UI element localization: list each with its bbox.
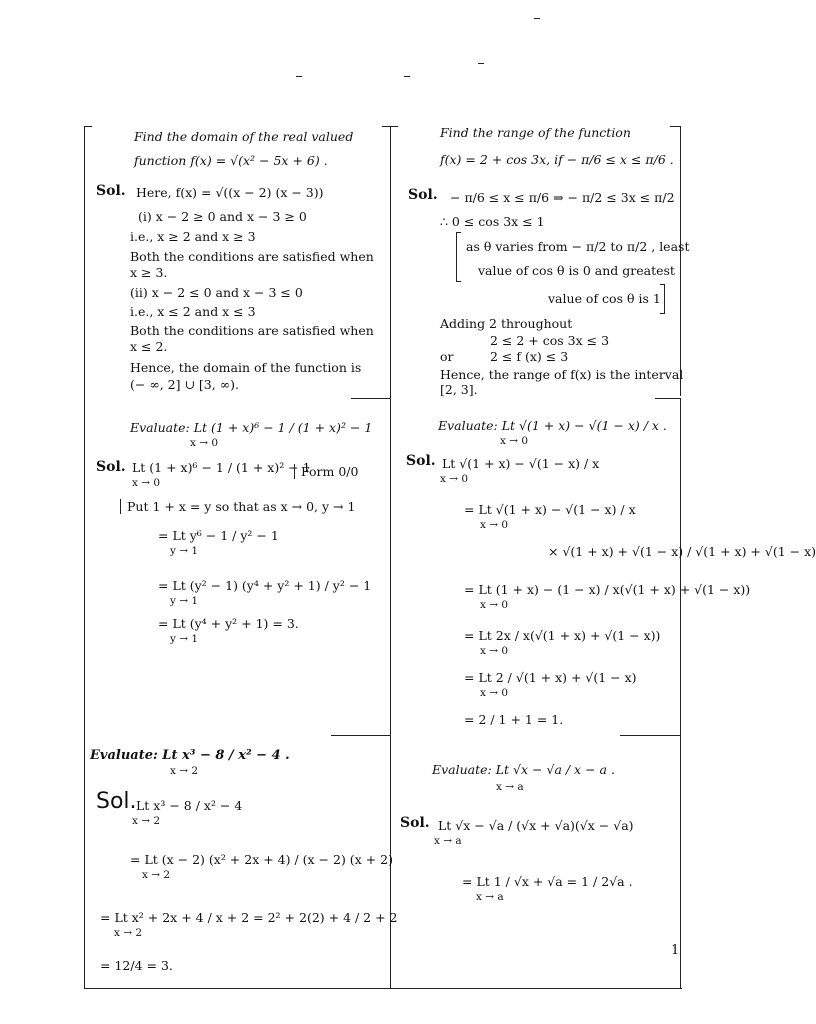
top-dash-4 [404, 76, 410, 77]
note-bracket-left [456, 232, 461, 282]
panel-domain-problem [92, 126, 388, 396]
step-1-sub: y → 1 [170, 545, 199, 557]
note-bracket-right [660, 284, 665, 314]
sol-line-5b: 2 ≤ f (x) ≤ 3 [490, 349, 569, 364]
question-line-1: Find the range of the function [440, 125, 631, 140]
step-3: = Lt (y⁴ + y² + 1) = 3. [158, 616, 299, 631]
sol-line-1: Here, f(x) = √((x − 2) (x − 3)) [136, 185, 324, 200]
sol-line-7: [2, 3]. [440, 382, 478, 397]
sol-expr: Lt x³ − 8 / x² − 4 [136, 798, 243, 813]
sol-line-6: Hence, the range of f(x) is the interval [440, 367, 684, 382]
step-6: = 2 / 1 + 1 = 1. [464, 712, 564, 727]
question-line: Evaluate: Lt x³ − 8 / x² − 4 . [90, 748, 290, 763]
sol-line-2: (i) x − 2 ≥ 0 and x − 3 ≥ 0 [138, 209, 307, 224]
panel-limit-power [92, 402, 388, 732]
sol-label-handwritten: Sol. [96, 789, 137, 814]
page-number: 1 [671, 943, 680, 958]
row1-rule-right [655, 398, 681, 399]
top-left-rule [84, 126, 92, 127]
step-1-sub: x → a [476, 891, 504, 903]
sol-line-9: x ≤ 2. [130, 339, 168, 354]
step-1: = Lt 1 / √x + √a = 1 / 2√a . [462, 874, 633, 889]
sol-expr: Lt √(1 + x) − √(1 − x) / x [442, 456, 600, 471]
panel-limit-cubic [86, 738, 398, 986]
row1-rule-left [351, 398, 391, 399]
substitution-line: Put 1 + x = y so that as x → 0, y → 1 [120, 499, 355, 514]
step-1-sub: x → 0 [480, 519, 509, 531]
sol-line-1: − π/6 ≤ x ≤ π/6 ⇒ − π/2 ≤ 3x ≤ π/2 [450, 190, 675, 205]
sol-label: Sol. [406, 453, 436, 469]
row2-rule-left [331, 735, 391, 736]
question-sub: x → a [496, 781, 524, 793]
question-line: Evaluate: Lt √x − √a / x − a . [432, 762, 615, 777]
step-3: = Lt (1 + x) − (1 − x) / x(√(1 + x) + √(1 − x)) [464, 582, 751, 597]
sol-sub: x → 2 [132, 815, 161, 827]
sol-line-5: x ≥ 3. [130, 265, 168, 280]
question-line-1: Find the domain of the real valued [134, 129, 354, 144]
question-line-2: f(x) = 2 + cos 3x, if − π/6 ≤ x ≤ π/6 . [440, 152, 674, 167]
right-edge-tick-1 [680, 126, 681, 396]
note-line-1: as θ varies from − π/2 to π/2 , least [466, 239, 690, 254]
right-edge-tick-2 [680, 398, 681, 735]
sol-line-3: i.e., x ≥ 2 and x ≥ 3 [130, 229, 256, 244]
question-line: Evaluate: Lt (1 + x)⁶ − 1 / (1 + x)² − 1 [130, 420, 373, 435]
step-4: = Lt 2x / x(√(1 + x) + √(1 − x)) [464, 628, 661, 643]
sol-line-2: ∴ 0 ≤ cos 3x ≤ 1 [440, 214, 545, 229]
step-4-sub: x → 0 [480, 645, 509, 657]
sol-sub: x → a [434, 835, 462, 847]
step-2-sub: y → 1 [170, 595, 199, 607]
step-5: = Lt 2 / √(1 + x) + √(1 − x) [464, 670, 637, 685]
sol-line-8: Both the conditions are satisfied when [130, 323, 374, 338]
step-3-sub: y → 1 [170, 633, 199, 645]
top-dash-2 [478, 63, 484, 64]
sol-line-10: Hence, the domain of the function is [130, 360, 362, 375]
sol-line-6: (ii) x − 2 ≤ 0 and x − 3 ≤ 0 [130, 285, 303, 300]
sol-label: Sol. [408, 187, 438, 203]
step-2: × √(1 + x) + √(1 − x) / √(1 + x) + √(1 − x) [548, 544, 816, 559]
form-note: Form 0/0 [294, 464, 358, 479]
sol-expr: Lt √x − √a / (√x + √a)(√x − √a) [438, 818, 634, 833]
sol-line-7: i.e., x ≤ 2 and x ≤ 3 [130, 304, 256, 319]
sol-line-4: Both the conditions are satisfied when [130, 249, 374, 264]
note-line-2: value of cos θ is 0 and greatest [478, 263, 675, 278]
panel-limit-roots [396, 402, 816, 732]
step-1: = Lt (x − 2) (x² + 2x + 4) / (x − 2) (x + 2) [130, 852, 393, 867]
step-3-sub: x → 0 [480, 599, 509, 611]
sol-label: Sol. [96, 183, 126, 199]
sol-sub: x → 0 [440, 473, 469, 485]
sol-line-3: Adding 2 throughout [440, 316, 573, 331]
sol-line-11: (− ∞, 2] ∪ [3, ∞). [130, 377, 239, 392]
question-sub: x → 0 [190, 437, 219, 449]
question-line-2: function f(x) = √(x² − 5x + 6) . [134, 153, 328, 168]
step-1: = Lt y⁶ − 1 / y² − 1 [158, 528, 279, 543]
question-sub: x → 2 [170, 765, 199, 777]
row2-rule-right [620, 735, 681, 736]
top-dash-1 [534, 18, 540, 19]
sol-label: Sol. [400, 815, 430, 831]
sol-label: Sol. [96, 459, 126, 475]
right-edge-tick-3 [680, 735, 681, 988]
step-2: = Lt (y² − 1) (y⁴ + y² + 1) / y² − 1 [158, 578, 372, 593]
sol-sub: x → 0 [132, 477, 161, 489]
sol-expr: Lt (1 + x)⁶ − 1 / (1 + x)² − 1 [132, 460, 311, 475]
step-1-sub: x → 2 [142, 869, 171, 881]
step-1: = Lt √(1 + x) − √(1 − x) / x [464, 502, 636, 517]
panel-range-problem [396, 120, 690, 397]
step-2: = Lt x² + 2x + 4 / x + 2 = 2² + 2(2) + 4 / 2 + 2 [100, 910, 398, 925]
top-dash-3 [296, 76, 302, 77]
step-3: = 12/4 = 3. [100, 958, 173, 973]
question-sub: x → 0 [500, 435, 529, 447]
note-line-3: value of cos θ is 1 [548, 291, 661, 306]
panel-limit-sqrt [396, 738, 678, 986]
sol-line-4: 2 ≤ 2 + cos 3x ≤ 3 [490, 333, 610, 348]
step-2-sub: x → 2 [114, 927, 143, 939]
sol-line-5a: or [440, 349, 454, 364]
step-5-sub: x → 0 [480, 687, 509, 699]
question-line: Evaluate: Lt √(1 + x) − √(1 − x) / x . [438, 418, 667, 433]
